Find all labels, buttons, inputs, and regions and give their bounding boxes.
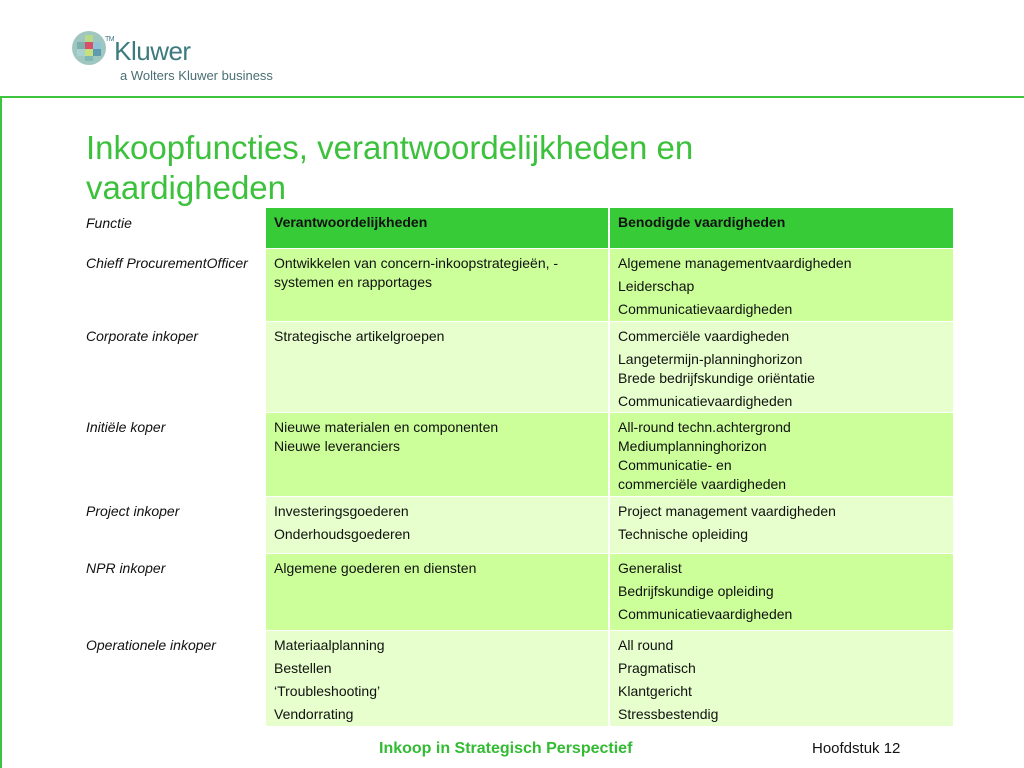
function-line: Officer: [206, 255, 248, 271]
function-line: Project inkoper: [86, 503, 180, 519]
slide-header: [0, 0, 1024, 96]
table-cell-skills: [610, 249, 953, 321]
skill-line: Commerciële vaardigheden: [618, 328, 790, 344]
skill-line: Project management vaardigheden: [618, 503, 836, 519]
table-cell-responsibilities: [266, 497, 608, 553]
table-cell-skills: [610, 554, 953, 630]
table-row-function: [86, 502, 179, 521]
table-row-function: [86, 254, 248, 273]
column-header-label: Benodigde vaardigheden: [618, 214, 786, 230]
responsibility-line: systemen en rapportages: [274, 274, 432, 290]
skill-line: Langetermijn-planninghorizon: [618, 351, 803, 367]
skill-line: Stressbestendig: [618, 706, 719, 722]
brand-name: [105, 36, 191, 67]
responsibility-line: Nieuwe leveranciers: [274, 438, 401, 454]
responsibility-line: ‘Troubleshooting’: [274, 683, 381, 699]
brand-tagline: a Wolters Kluwer business: [120, 68, 273, 83]
table-row-function: [86, 327, 198, 346]
responsibility-line: Investeringsgoederen: [274, 503, 409, 519]
skill-line: Communicatievaardigheden: [618, 606, 793, 622]
footer-title: Inkoop in Strategisch Perspectief: [379, 740, 633, 757]
function-line: Operationele inkoper: [86, 637, 216, 653]
skill-line: Communicatie- en: [618, 457, 732, 473]
table-cell-skills: [610, 413, 953, 496]
responsibility-line: Algemene goederen en diensten: [274, 560, 477, 576]
responsibility-line: Vendorrating: [274, 706, 354, 722]
function-line: Corporate inkoper: [86, 328, 199, 344]
table-row-function: [86, 418, 165, 437]
skill-line: Mediumplanninghorizon: [618, 438, 767, 454]
function-line: NPR inkoper: [86, 560, 166, 576]
skill-line: Leiderschap: [618, 278, 695, 294]
slide-title: Inkoopfuncties, verantwoordelijkheden en vaardigheden: [86, 129, 694, 206]
skill-line: Communicatievaardigheden: [618, 393, 793, 409]
column-header-label: Verantwoordelijkheden: [274, 214, 428, 230]
table-cell-responsibilities: [266, 322, 608, 412]
brand-name-text: Kluwer: [114, 36, 191, 66]
skill-line: All-round techn.achtergrond: [618, 419, 791, 435]
function-line: Initiële koper: [86, 419, 166, 435]
table-cell-skills: [610, 322, 953, 412]
skill-line: Pragmatisch: [618, 660, 696, 676]
skill-line: commerciële vaardigheden: [618, 476, 787, 492]
column-header-skills: [610, 208, 953, 248]
table-cell-responsibilities: [266, 554, 608, 630]
skill-line: Generalist: [618, 560, 682, 576]
responsibility-line: Onderhoudsgoederen: [274, 526, 411, 542]
table-cell-skills: [610, 497, 953, 553]
responsibility-line: Ontwikkelen van concern-inkoopstrategieën, -: [274, 255, 559, 271]
skill-line: Communicatievaardigheden: [618, 301, 793, 317]
column-header-responsibilities: [266, 208, 608, 248]
skill-line: Technische opleiding: [618, 526, 748, 542]
responsibility-line: Bestellen: [274, 660, 332, 676]
table-row-function: [86, 636, 216, 655]
skill-line: All round: [618, 637, 674, 653]
skill-line: Brede bedrijfskundige oriëntatie: [618, 370, 815, 386]
responsibility-line: Nieuwe materialen en componenten: [274, 419, 499, 435]
kluwer-logo-icon: [71, 30, 107, 66]
function-line: Chieff Procurement: [86, 255, 207, 271]
table-cell-skills: [610, 631, 953, 726]
table-row-function: [86, 559, 165, 578]
responsibility-line: Strategische artikelgroepen: [274, 328, 445, 344]
responsibility-line: Materiaalplanning: [274, 637, 385, 653]
table-cell-responsibilities: [266, 413, 608, 496]
table-cell-responsibilities: [266, 249, 608, 321]
column-header-function: Functie: [86, 215, 132, 231]
table-cell-responsibilities: [266, 631, 608, 726]
brand-tm: TM: [105, 36, 115, 43]
footer-chapter: Hoofdstuk 12: [812, 740, 901, 757]
skill-line: Algemene managementvaardigheden: [618, 255, 852, 271]
skill-line: Klantgericht: [618, 683, 692, 699]
skill-line: Bedrijfskundige opleiding: [618, 583, 774, 599]
